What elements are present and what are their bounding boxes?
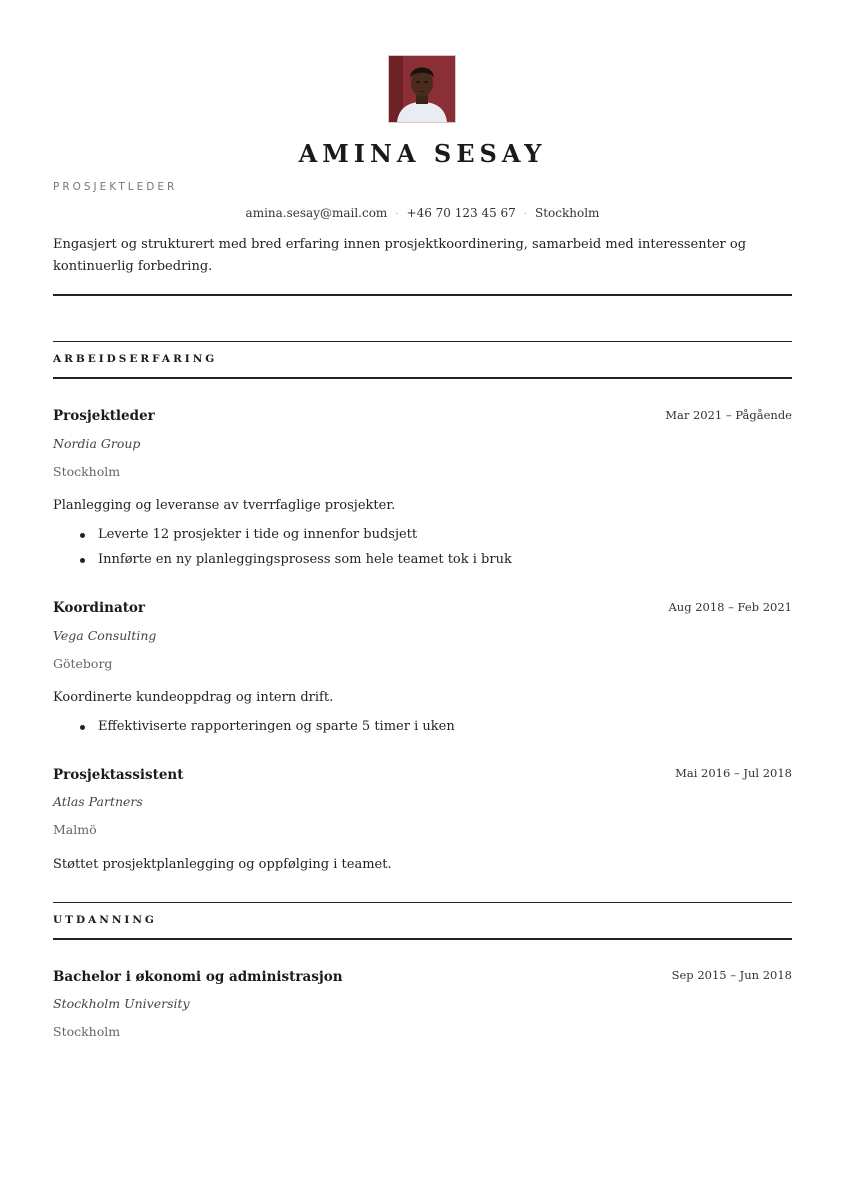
company-name: Vega Consulting xyxy=(53,628,157,643)
education-date: Sep 2015 – Jun 2018 xyxy=(671,968,792,982)
header-divider xyxy=(53,294,792,296)
contact-location: Stockholm xyxy=(535,206,600,220)
section-rule-top xyxy=(53,341,792,342)
contact-separator: · xyxy=(523,209,527,220)
achievement-list xyxy=(53,526,512,576)
job-title-entry: Prosjektassistent xyxy=(53,767,184,783)
job-date: Mar 2021 – Pågående xyxy=(665,408,792,422)
contact-separator: · xyxy=(395,209,399,220)
profile-summary: Engasjert og strukturert med bred erfaring innen prosjektkoordinering, samarbeid med interessenter og kontinuerlig forbedring. xyxy=(53,237,747,274)
phone-number[interactable]: +46 70 123 45 67 xyxy=(406,206,516,220)
job-description: Koordinerte kundeoppdrag og intern drift. xyxy=(53,690,334,705)
job-title-entry: Koordinator xyxy=(53,600,146,616)
achievement-item: Effektiviserte rapporteringen og sparte 5 timer i uken xyxy=(53,718,455,736)
contact-line xyxy=(53,205,792,223)
school-name: Stockholm University xyxy=(53,996,190,1011)
job-location: Göteborg xyxy=(53,656,113,671)
achievement-item: Innførte en ny planleggingsprosess som hele teamet tok i bruk xyxy=(53,551,512,569)
section-title-education: UTDANNING xyxy=(53,914,157,926)
section-rule-bottom xyxy=(53,938,792,940)
job-date: Mai 2016 – Jul 2018 xyxy=(675,766,792,780)
company-name: Atlas Partners xyxy=(53,794,143,809)
job-description: Planlegging og leveranse av tverrfaglige prosjekter. xyxy=(53,498,396,513)
job-date: Aug 2018 – Feb 2021 xyxy=(668,600,792,614)
portrait-image xyxy=(389,56,455,122)
degree-title: Bachelor i økonomi og administrasjon xyxy=(53,969,343,985)
achievement-list xyxy=(53,718,455,743)
section-title-experience: ARBEIDSERFARING xyxy=(53,353,218,365)
email-link[interactable]: amina.sesay@mail.com xyxy=(245,206,388,220)
resume-page xyxy=(53,0,792,1198)
education-location: Stockholm xyxy=(53,1024,121,1039)
job-title: PROSJEKTLEDER xyxy=(53,181,178,193)
job-title-entry: Prosjektleder xyxy=(53,408,155,424)
profile-photo xyxy=(388,55,456,123)
achievement-item: Leverte 12 prosjekter i tide og innenfor budsjett xyxy=(53,526,512,544)
job-location: Malmö xyxy=(53,822,97,837)
candidate-name: AMINA SESAY xyxy=(298,139,547,168)
company-name: Nordia Group xyxy=(53,436,141,451)
job-location: Stockholm xyxy=(53,464,121,479)
job-description: Støttet prosjektplanlegging og oppfølging i teamet. xyxy=(53,857,392,872)
section-rule-bottom xyxy=(53,377,792,379)
section-rule-top xyxy=(53,902,792,903)
